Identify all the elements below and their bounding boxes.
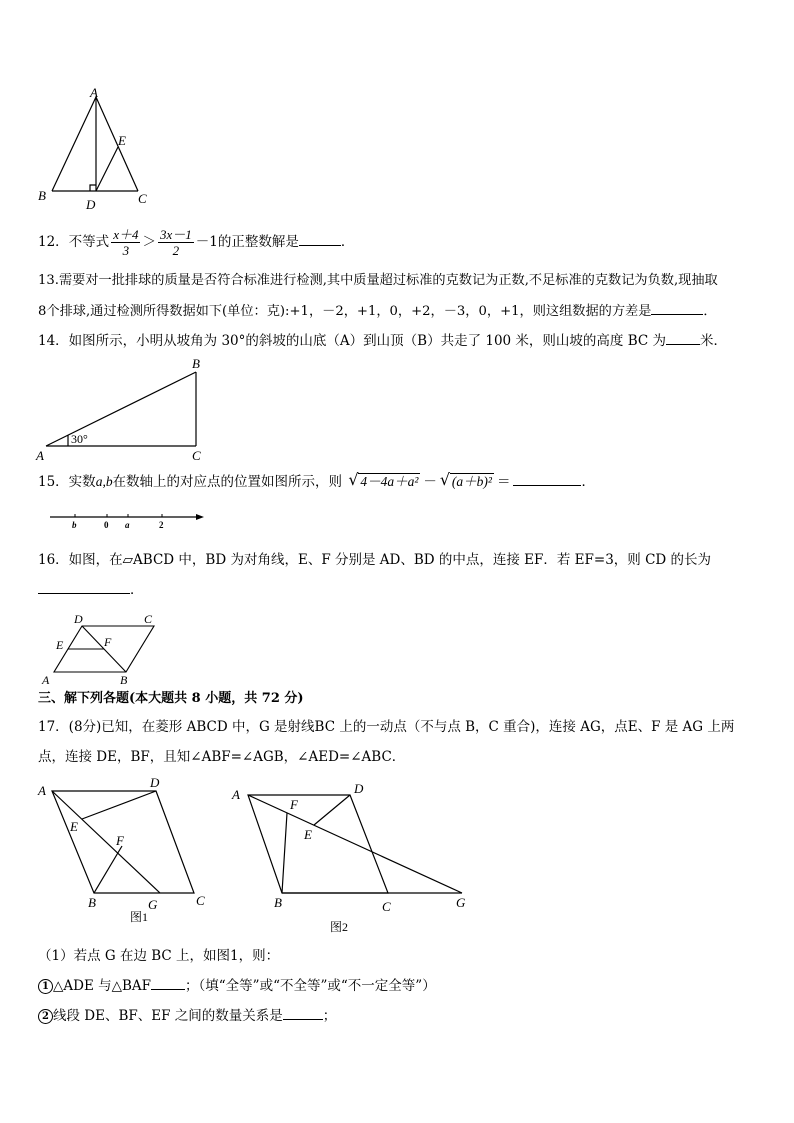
answer-blank[interactable] xyxy=(283,1007,323,1020)
label-C: C xyxy=(382,899,391,914)
tick-a: a xyxy=(125,520,130,530)
q12-prefix: 12．不等式 xyxy=(38,234,110,250)
question-17-sub2: 2 线段 DE、BF、EF 之间的数量关系是 ； xyxy=(38,1007,336,1025)
answer-blank[interactable] xyxy=(299,233,341,246)
label-F: F xyxy=(290,797,298,812)
tick-b: b xyxy=(72,520,77,530)
label-D: D xyxy=(86,197,96,212)
question-16: 16．如图，在▱ABCD 中，BD 为对角线，E、F 分别是 AD、BD 的中点，连接 EF．若 EF=3，则 CD 的长为 xyxy=(38,552,712,568)
triangle-figure xyxy=(30,85,160,215)
angle-label: 30° xyxy=(71,432,88,446)
label-E: E xyxy=(70,819,78,834)
slope-figure xyxy=(30,352,220,462)
label-A: A xyxy=(38,783,46,798)
label-D: D xyxy=(150,775,160,790)
question-15: 15．实数a,b在数轴上的对应点的位置如图所示，则 √ 4－4a＋a² － √ (a＋b)² ＝ ． xyxy=(38,470,595,490)
number-line xyxy=(44,506,214,532)
label-D: D xyxy=(354,781,364,796)
label-D: D xyxy=(74,612,83,626)
answer-blank[interactable] xyxy=(38,581,130,594)
label-F: F xyxy=(104,635,112,649)
question-13-line2: 8个排球,通过检测所得数据如下(单位：克):+1，－2，+1，0，+2，－3，0，+1，则这组数据的方差是 ． xyxy=(38,304,717,319)
tick-2: 2 xyxy=(159,520,164,530)
answer-blank[interactable] xyxy=(513,473,581,486)
label-B: B xyxy=(274,895,282,910)
label-B: B xyxy=(192,356,200,371)
label-G: G xyxy=(148,897,158,912)
figure-1 xyxy=(32,775,212,925)
radical-1: √ 4－4a＋a² xyxy=(348,470,419,489)
answer-blank[interactable] xyxy=(651,302,703,315)
label-C: C xyxy=(192,448,201,462)
question-17-line1: 17．(8分)已知，在菱形 ABCD 中，G 是射线BC 上的一动点（不与点 B，C 重合)，连接 AG，点E、F 是 AG 上两 xyxy=(38,719,735,735)
label-C: C xyxy=(138,191,147,206)
figure-2 xyxy=(228,775,478,935)
parallelogram-figure xyxy=(38,608,168,688)
label-C: C xyxy=(196,893,205,908)
label-E: E xyxy=(56,638,64,652)
radical-2: √ (a＋b)² xyxy=(439,470,492,489)
label-B: B xyxy=(120,673,128,687)
answer-blank[interactable] xyxy=(666,332,700,345)
q12-gt: ＞ xyxy=(142,234,156,250)
question-12: 12．不等式 $\frac{x+4}{3}$ ＞ $\frac{3x-1}{2}$ －1的正整数解是 ． xyxy=(38,227,355,258)
label-F: F xyxy=(116,833,124,848)
question-14: 14．如图所示，小明从坡角为 30°的斜坡的山底（A）到山顶（B）共走了 100 米，则山坡的高度 BC 为 米． xyxy=(38,333,727,349)
question-17-sub1: 1 △ADE 与△BAF ；（填“全等”或“不全等”或“不一定全等”） xyxy=(38,977,436,995)
circled-number-2: 2 xyxy=(38,1009,53,1024)
figure-2-caption: 图2 xyxy=(330,920,349,934)
label-A: A xyxy=(42,673,50,687)
label-A: A xyxy=(36,448,44,462)
label-A: A xyxy=(232,787,240,802)
label-B: B xyxy=(88,895,96,910)
label-E: E xyxy=(118,133,126,148)
q12-tail: －1的正整数解是 xyxy=(195,234,299,250)
fraction-2: $\frac{3x-1}{2}$ xyxy=(159,227,192,258)
label-G: G xyxy=(456,895,466,910)
label-E: E xyxy=(304,827,312,842)
label-A: A xyxy=(90,85,98,100)
label-C: C xyxy=(144,612,153,626)
label-B: B xyxy=(38,188,46,203)
question-13-line1: 13.需要对一批排球的质量是否符合标准进行检测,其中质量超过标准的克数记为正数,不足标准的克数记为负数,现抽取 xyxy=(38,273,718,288)
circled-number-1: 1 xyxy=(38,979,53,994)
section-heading: 三、解下列各题(本大题共 8 小题，共 72 分) xyxy=(38,691,304,706)
fraction-1: $\frac{x+4}{3}$ xyxy=(113,227,139,258)
question-17-line2: 点，连接 DE，BF，且知∠ABF=∠AGB，∠AED=∠ABC． xyxy=(38,749,406,765)
answer-blank[interactable] xyxy=(151,977,185,990)
figure-1-caption: 图1 xyxy=(130,910,149,924)
question-17-part1: （1）若点 G 在边 BC 上，如图1，则： xyxy=(38,948,280,964)
tick-0: 0 xyxy=(104,520,109,530)
question-16-answer: ． xyxy=(38,581,144,599)
